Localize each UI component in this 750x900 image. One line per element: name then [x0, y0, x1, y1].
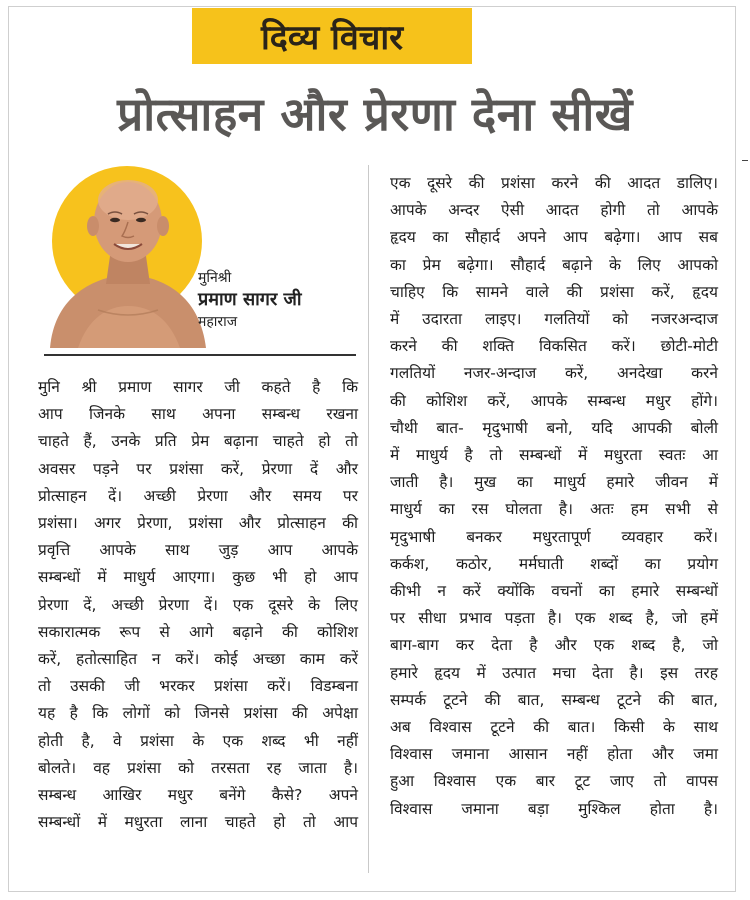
text-line: जाती है। मुख का माधुर्य हमारे जीवन में	[390, 473, 718, 492]
text-line: विश्वास जमाना बड़ा मुश्किल होता है।	[390, 799, 718, 818]
byline-rule	[44, 354, 356, 356]
text-line: करें, हतोत्साहित न करें। कोई अच्छा काम करें	[38, 650, 358, 669]
column-divider	[368, 165, 369, 873]
section-tag	[192, 8, 472, 64]
text-line: सकारात्मक रूप से आगे बढ़ाने की कोशिश	[38, 622, 358, 641]
text-line: तो उसकी जी भरकर प्रशंसा करें। विडम्बना	[38, 677, 358, 696]
section-tag-label: दिव्य विचार	[260, 18, 404, 58]
text-line: चाहिए कि सामने वाले की प्रशंसा करें, हृदय	[390, 282, 718, 301]
text-line: पर सीधा प्रभाव पड़ता है। एक शब्द है, जो हमें	[390, 609, 718, 628]
text-line: कर्कश, कठोर, मर्मघाती शब्दों का प्रयोग	[390, 554, 718, 573]
text-line: सम्बन्धों में माधुर्य आएगा। कुछ भी हो आप	[38, 568, 358, 587]
text-line: सम्बन्धों में मधुरता लाना चाहते हो तो आप	[38, 813, 358, 832]
text-line: कीभी न करें क्योंकि वचनों का हमारे सम्बन्धों	[390, 582, 718, 601]
text-line: अब विश्वास टूटने की बात। किसी के साथ	[390, 718, 718, 737]
text-line: हमारे हृदय में उत्पात मचा देता है। इस तरह	[390, 663, 718, 682]
author-byline	[198, 268, 302, 332]
text-line: प्रशंसा। अगर प्रेरणा, प्रशंसा और प्रोत्साहन की	[38, 514, 358, 533]
author-title: मुनिश्री	[198, 270, 232, 286]
text-line: विश्वास जमाना आसान नहीं होता और जमा	[390, 745, 718, 764]
text-line: प्रेरणा दें, अच्छी प्रेरणा दें। एक दूसरे के लिए	[38, 595, 358, 614]
author-suffix: महाराज	[198, 314, 238, 330]
text-line: होती है, वे प्रशंसा के एक शब्द भी नहीं	[38, 731, 358, 750]
text-line: चौथी बात- मृदुभाषी बनो, यदि आपकी बोली	[390, 418, 718, 437]
text-line: चाहते हैं, उनके प्रति प्रेम बढ़ाना चाहते हो तो	[38, 432, 358, 451]
text-line: यह है कि लोगों को जिनसे प्रशंसा की अपेक्षा	[38, 704, 358, 723]
text-line: प्रोत्साहन दें। अच्छी प्रेरणा और समय पर	[38, 486, 358, 505]
headline: प्रोत्साहन और प्रेरणा देना सीखें	[117, 87, 633, 141]
text-line: प्रवृत्ति आपके साथ जुड़ आप आपके	[38, 541, 358, 560]
text-line: का प्रेम बढ़ेगा। सौहार्द बढ़ाने के लिए आपको	[390, 255, 718, 274]
text-line: में माधुर्य है तो सम्बन्धों में मधुरता स्वतः आ	[390, 446, 718, 465]
margin-tick	[742, 160, 748, 161]
text-line: मुनि श्री प्रमाण सागर जी कहते है कि	[38, 378, 358, 396]
text-line: हृदय का सौहार्द अपने आप बढ़ेगा। आप सब	[390, 228, 718, 247]
text-line: हुआ विश्वास एक बार टूट जाए तो वापस	[390, 772, 718, 791]
text-line: बोलते। वह प्रशंसा को तरसता रह जाता है।	[38, 758, 358, 777]
author-name: प्रमाण सागर जी	[198, 289, 302, 310]
text-line: करने की शक्ति विकसित करें। छोटी-मोटी	[390, 337, 718, 356]
text-line: अवसर पड़ने पर प्रशंसा करें, प्रेरणा दें और	[38, 459, 358, 478]
text-line: माधुर्य का रस घोलता है। अतः हम सभी से	[390, 500, 718, 519]
text-line: एक दूसरे की प्रशंसा करने की आदत डालिए।	[390, 174, 718, 192]
text-line: मृदुभाषी बनकर मधुरतापूर्ण व्यवहार करें।	[390, 527, 718, 546]
article-column-left	[38, 374, 358, 836]
author-portrait	[48, 160, 208, 350]
text-line: आपके अन्दर ऐसी आदत होगी तो आपके	[390, 201, 718, 220]
text-line: की कोशिश करें, आपके सम्बन्ध मधुर होंगे।	[390, 391, 718, 410]
text-line: सम्पर्क टूटने की बात, सम्बन्ध टूटने की बात,	[390, 690, 718, 709]
text-line: में उदारता लाइए। गलतियों को नजरअन्दाज	[390, 310, 718, 329]
portrait-figure	[48, 160, 208, 350]
text-line: गलतियों नजर-अन्दाज करें, अनदेखा करने	[390, 364, 718, 383]
text-line: आप जिनके साथ अपना सम्बन्ध रखना	[38, 405, 358, 424]
text-line: बाग-बाग कर देता है और एक शब्द है, जो	[390, 636, 718, 655]
article-column-right	[390, 170, 718, 823]
text-line: सम्बन्ध आखिर मधुर बनेंगे कैसे? अपने	[38, 786, 358, 805]
